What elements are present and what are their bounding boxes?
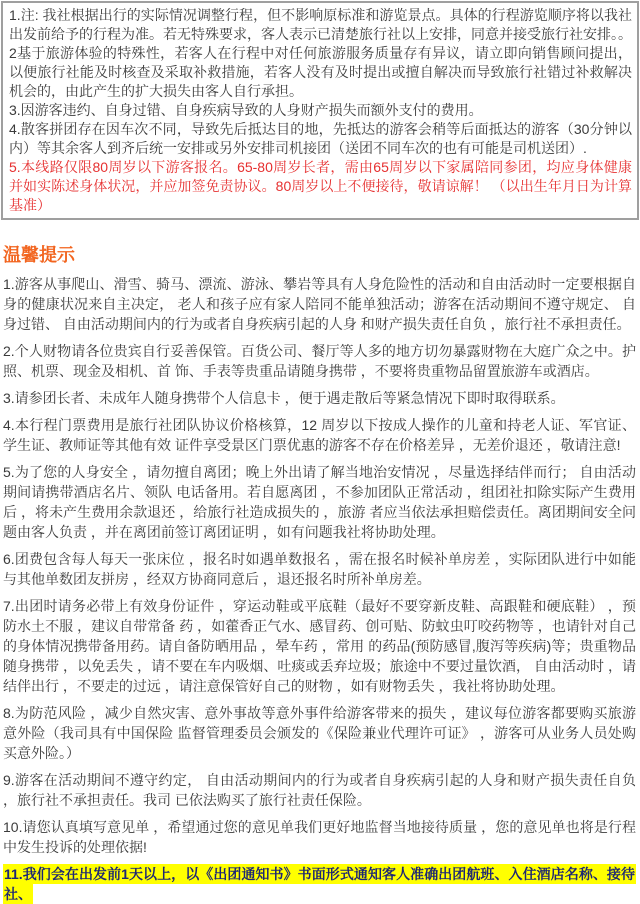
- notice-item-age-restriction: 5.本线路仅限80周岁以下游客报名。65-80周岁长者，需由65周岁以下家属陪同参团，均应身体健康并如实陈述身体状况，并应加签免责协议。80周岁以上不便接待，敬请谅解！ （以出生年月日为计算基准）: [9, 159, 632, 213]
- tip-item: 10.请您认真填写意见单 ，希望通过您的意见单我们更好地监督当地接待质量 ，您的意见单也将是行程中发生投诉的处理依据!: [3, 819, 636, 855]
- tip-item: 2.个人财物请各位贵宾自行妥善保管。百货公司、餐厅等人多的地方切勿暴露财物在大庭广众之中。护照、机票、现金及相机、首 饰、手表等贵重品请随身携带 ，不要将贵重物品留置旅游车或酒店。: [3, 343, 636, 379]
- tips-heading: 温馨提示: [3, 245, 75, 265]
- tip-item: 5.为了您的人身安全 ，请勿擅自离团；晚上外出请了解当地治安情况 ，尽量选择结伴而行； 自由活动期间请携带酒店名片、领队 电话备用。若自愿离团 ，不参加团队正常活动 ，组团社扣除实际产生费用后 ，将未产生费用余款退还 ，给旅行社造成损失的 ，旅游 者应当依法承担赔偿责任。离团期间安全问题由客人负责 ，并在离团前签订离团证明 ，如有问题我社将协助处理。: [3, 464, 636, 540]
- notice-item: 1.注: 我社根据出行的实际情况调整行程，但不影响原标准和游览景点。具体的行程游览顺序将以我社出发前给予的行程为准。若无特殊要求，客人表示已清楚旅行社以上安排，同意并接受旅行社安排。。: [9, 7, 632, 42]
- tip-item: 1.游客从事爬山、滑雪、骑马、漂流、游泳、攀岩等具有人身危险性的活动和自由活动时一定要根据自身的健康状况来自主决定， 老人和孩子应有家人陪同不能单独活动；游客在活动期间不遵守规定、 自身过错、 自由活动期间内的行为或者自身疾病引起的人身 和财产损失责任自负 ，旅行社不承担责任。: [3, 276, 636, 332]
- tip-item: 6.团费包含每人每天一张床位 ，报名时如遇单数报名 ，需在报名时候补单房差 ，实际团队进行中如能与其他单数团友拼房 ，经双方协商同意后 ，退还报名时所补单房差。: [3, 551, 636, 587]
- tip-item: 7.出团时请务必带上有效身份证件 ，穿运动鞋或平底鞋（最好不要穿新皮鞋、高跟鞋和硬底鞋） ，预防水土不服 ，建议自带常备 药 ，如藿香正气水、感冒药、创可贴、防蚊虫叮咬药物等 ，也请针对自己的身体情况携带备用药。请自备防晒用品 ，晕车药 ，常用 的药品(预防感冒,腹泻等疾病)等；贵重物品随身携带 ，以免丢失 ，请不要在车内吸烟、吐痰或丢弃垃圾；旅途中不要过量饮酒， 自由活动时 ，请结伴出行 ，不要走的过远 ，请注意保管好自己的财物 ，如有财物丢失 ，我社将协助处理。: [3, 598, 636, 694]
- notice-box: [1, 1, 639, 220]
- notice-item: 4.散客拼团存在因车次不同，导致先后抵达目的地，先抵达的游客会稍等后面抵达的游客（30分钟以内）等其余客人到齐后统一安排或另外安排司机接团（送团不同车次的也有可能是司机送团）.: [9, 121, 632, 156]
- notice-item: 3.因游客违约、自身过错、自身疾病导致的人身财产损失而额外支付的费用。: [9, 102, 483, 118]
- tip-item: 3.请参团长者、未成年人随身携带个人信息卡 ，便于遇走散后等紧急情况下即时取得联系。: [3, 390, 565, 406]
- tip-item-departure-notice: [3, 864, 636, 904]
- tip-item: 8.为防范风险 ，减少自然灾害、意外事故等意外事件给游客带来的损失 ，建议每位游客都要购买旅游意外险（我司具有中国保险 监督管理委员会颁发的《保险兼业代理许可证》 ，游客可从业务人员处购买意外险。）: [3, 705, 636, 761]
- highlighted-text: 11.我们会在出发前1天以上，以《出团通知书》书面形式通知客人准确出团航班、入住酒店名称、接待社、: [4, 866, 635, 902]
- tip-item: 9.游客在活动期间不遵守约定， 自由活动期间内的行为或者自身疾病引起的人身和财产损失责任自负 ，旅行社不承担责任。我司 已依法购买了旅行社责任保险。: [3, 772, 636, 808]
- notice-item: 2基于旅游体验的特殊性，若客人在行程中对任何旅游服务质量存有异议，请立即向销售顾问提出，以便旅行社能及时核查及采取补救措施，若客人没有及时提出或擅自解决而导致旅行社错过补救解决机会的，由此产生的扩大损失由客人自行承担。: [9, 45, 632, 99]
- tip-item: 4.本行程门票费用是旅行社团队协议价格核算，12 周岁以下按成人操作的儿童和持老人证、军官证、学生证、教师证等其他有效 证件享受景区门票优惠的游客不存在价格差异 ，无差价退还 ，敬请注意!: [3, 417, 636, 453]
- tips-section: [0, 245, 640, 904]
